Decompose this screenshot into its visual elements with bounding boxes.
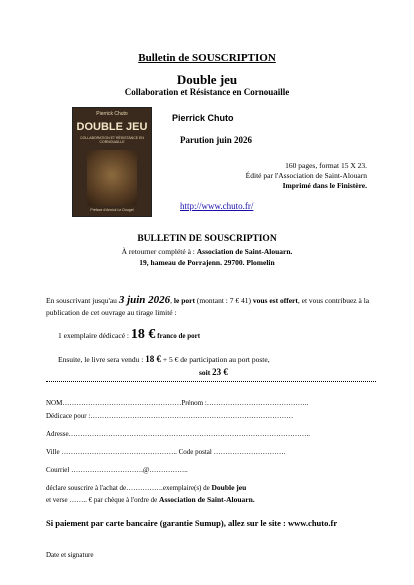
total-price-line: soit 23 € [199,367,228,377]
website-link[interactable]: http://www.chuto.fr/ [180,201,254,211]
dedication-field-line[interactable]: Dédicace pour :…………………………………………………………………………… [46,412,294,420]
cover-title: DOUBLE JEU [76,121,148,133]
declaration-line-1: déclare souscrire à l'achat de…………….exemplaire(s) de Double jeu [46,483,247,492]
later-price: 18 € [145,354,162,364]
card-payment-notice: Si paiement par carte bancaire (garantie Sumup), allez sur le site : www.chuto.fr [46,518,338,528]
book-spec-printed: Imprimé dans le Finistère. [282,181,367,190]
name-field-line[interactable]: NOM……………………………………………Prénom :…………………………………….. [46,399,309,407]
order-heading: BULLETIN DE SOUSCRIPTION [137,234,277,244]
offer-deadline: 3 juin 2026 [118,294,171,306]
email-field-line[interactable]: Courriel ………………………….@…………….. [46,466,188,474]
separator-dotted-line [46,381,376,382]
declaration-line-2: et verse …….. € par chèque à l'ordre de Association de Saint-Alouarn. [46,495,255,504]
cover-preface: Préface d'Annick Le Douget [90,208,134,212]
dedicated-price: 18 € [130,327,156,342]
return-address: 19, hameau de Porrajenn. 29700. Plomelin [139,258,275,267]
date-signature-label: Date et signature [46,551,94,559]
parution-date: Parution juin 2026 [180,135,253,145]
form-title: Bulletin de SOUSCRIPTION [138,52,276,64]
book-spec-pages: 160 pages, format 15 X 23. [285,161,367,170]
cover-subtitle: COLLABORATION ET RÉSISTANCE EN CORNOUAILLE [80,136,144,144]
later-price-line: Ensuite, le livre sera vendu : 18 € + 5 € de participation au port poste, [58,354,270,364]
total-price: 23 € [212,367,228,377]
address-field-line[interactable]: Adresse………………………………………………………………………………………….. [46,430,311,438]
dedicated-copy-line: 1 exemplaire dédicacé : 18 € franco de port [58,327,201,342]
book-author: Pierrick Chuto [172,113,234,123]
book-title: Double jeu [176,72,238,87]
return-to-line: À retourner complété à : Association de Saint-Alouarn. [121,247,293,256]
city-field-line[interactable]: Ville ………………………………………….. Code postal …………………………. [46,448,286,456]
cover-illustration [87,150,137,206]
book-subtitle: Collaboration et Résistance en Cornouaille [124,87,290,97]
book-cover-image [72,107,152,217]
book-spec-publisher: Édité par l'Association de Saint-Alouarn [245,171,367,180]
offer-paragraph: En souscrivant jusqu'au 3 juin 2026, le port (montant : 7 € 41) vous est offert, et vous contribuez à la publication de cet ouvrage au tirage limité : [46,294,370,317]
cover-author: Pierrick Chuto [96,111,128,117]
